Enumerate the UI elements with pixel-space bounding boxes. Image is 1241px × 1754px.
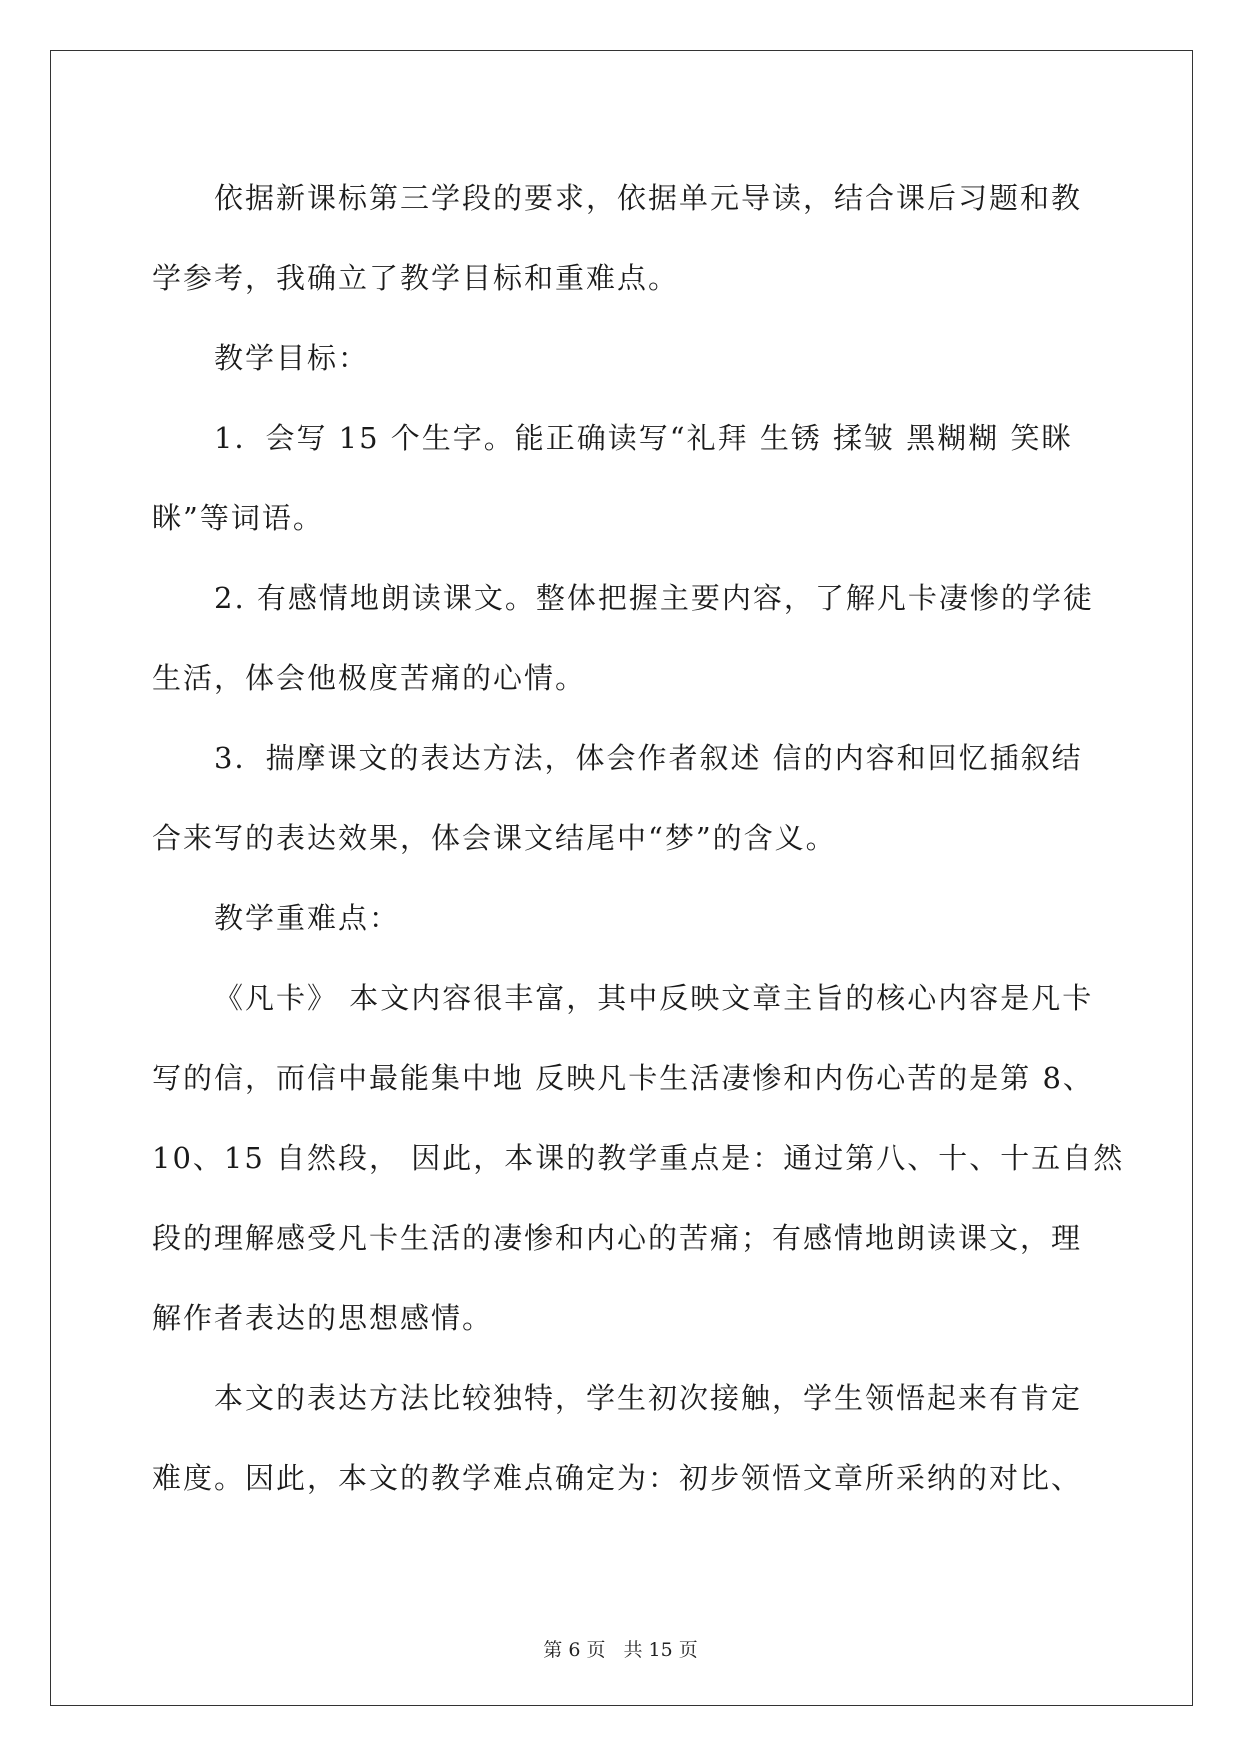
- paragraph-line: 本文的表达方法比较独特，学生初次接触，学生领悟起来有肯定: [214, 1381, 1083, 1415]
- list-item-line: 1．会写 15 个生字。能正确读写“礼拜 生锈 揉皱 黑糊糊 笑眯: [214, 421, 1073, 455]
- list-item-line: 眯”等词语。: [152, 501, 324, 535]
- paragraph-line: 《凡卡》 本文内容很丰富，其中反映文章主旨的核心内容是凡卡: [214, 981, 1094, 1015]
- section-heading-key-points: 教学重难点：: [214, 901, 401, 935]
- paragraph-line: 10、15 自然段， 因此，本课的教学重点是：通过第八、十、十五自然: [152, 1141, 1125, 1175]
- paragraph-line: 解作者表达的思想感情。: [152, 1301, 494, 1335]
- paragraph-line: 写的信，而信中最能集中地 反映凡卡生活凄惨和内伤心苦的是第 8、: [152, 1061, 1094, 1095]
- page-total: 共 15 页: [623, 1639, 698, 1661]
- list-item-line: 3．揣摩课文的表达方法，体会作者叙述 信的内容和回忆插叙结: [214, 741, 1083, 775]
- page-number: 第 6 页: [543, 1639, 606, 1661]
- paragraph-line: 学参考，我确立了教学目标和重难点。: [152, 261, 680, 295]
- section-heading-goals: 教学目标：: [214, 341, 370, 375]
- list-item-line: 2. 有感情地朗读课文。整体把握主要内容，了解凡卡凄惨的学徒: [214, 581, 1094, 615]
- list-item-line: 生活，体会他极度苦痛的心情。: [152, 661, 587, 695]
- page-footer: [0, 1635, 1241, 1662]
- document-body: [152, 158, 1125, 1518]
- list-item-line: 合来写的表达效果，体会课文结尾中“梦”的含义。: [152, 821, 837, 855]
- paragraph-line: 依据新课标第三学段的要求，依据单元导读，结合课后习题和教: [214, 181, 1083, 215]
- paragraph-line: 难度。因此，本文的教学难点确定为：初步领悟文章所采纳的对比、: [152, 1461, 1083, 1495]
- paragraph-line: 段的理解感受凡卡生活的凄惨和内心的苦痛；有感情地朗读课文，理: [152, 1221, 1083, 1255]
